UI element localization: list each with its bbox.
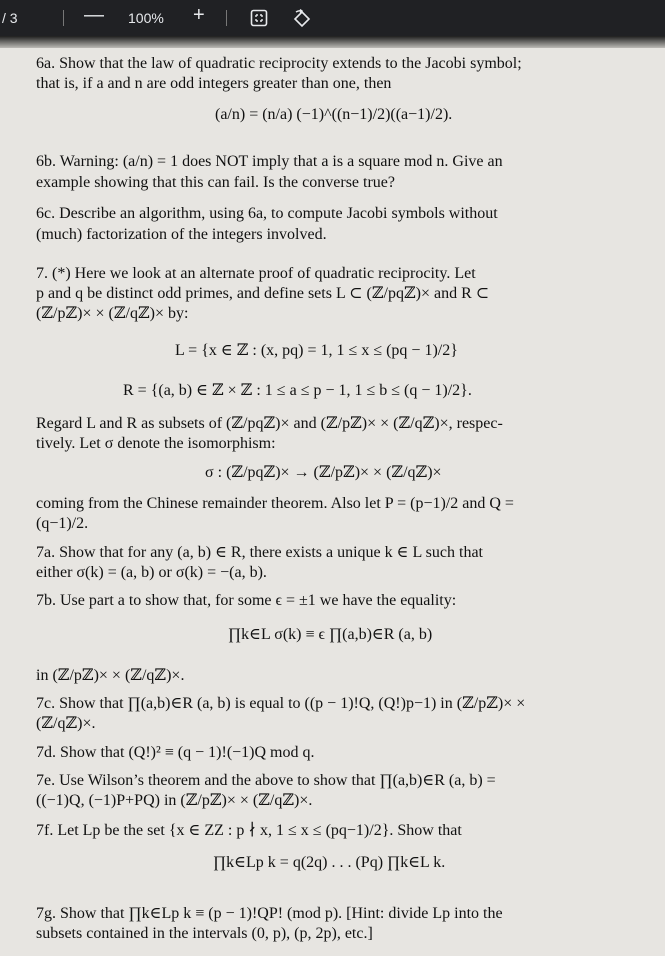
- page-indicator: / 3: [2, 10, 18, 26]
- text-line: 7b. Use part a to show that, for some ϵ = ±1 we have the equality:: [36, 592, 457, 609]
- text-line: tively. Let σ denote the isomorphism:: [36, 435, 276, 452]
- text-line: example showing that this can fail. Is the converse true?: [36, 174, 395, 191]
- text-line: either σ(k) = (a, b) or σ(k) = −(a, b).: [36, 564, 267, 581]
- text-line: 7a. Show that for any (a, b) ∈ R, there exists a unique k ∈ L such that: [36, 544, 483, 561]
- text-line: 7. (*) Here we look at an alternate proof of quadratic reciprocity. Let: [36, 265, 476, 282]
- text-line: p and q be distinct odd primes, and define sets L ⊂ (ℤ/pqℤ)× and R ⊂: [36, 285, 490, 302]
- text-line: ((−1)Q, (−1)P+PQ) in (ℤ/pℤ)× × (ℤ/qℤ)×.: [36, 792, 313, 809]
- text-line: 7d. Show that (Q!)² ≡ (q − 1)!(−1)Q mod q.: [36, 744, 315, 761]
- fit-page-icon[interactable]: [249, 8, 269, 32]
- text-line: subsets contained in the intervals (0, p), (p, 2p), etc.]: [36, 925, 373, 942]
- zoom-out-button[interactable]: —: [84, 4, 104, 26]
- equation-Lp-product: ∏k∈Lp k = q(2q) . . . (Pq) ∏k∈L k.: [213, 854, 446, 871]
- toolbar-divider: [226, 10, 227, 26]
- equation-set-R: R = {(a, b) ∈ ℤ × ℤ : 1 ≤ a ≤ p − 1, 1 ≤ b ≤ (q − 1)/2}.: [123, 382, 472, 399]
- text-line: 7c. Show that ∏(a,b)∈R (a, b) is equal to ((p − 1)!Q, (Q!)p−1) in (ℤ/pℤ)× ×: [36, 695, 526, 712]
- text-line: 7g. Show that ∏k∈Lp k ≡ (p − 1)!QP! (mod p). [Hint: divide Lp into the: [36, 905, 503, 922]
- text-line: (q−1)/2.: [36, 515, 89, 532]
- equation-product: ∏k∈L σ(k) ≡ ϵ ∏(a,b)∈R (a, b): [228, 626, 433, 643]
- toolbar-divider: [63, 10, 64, 26]
- text-line: 6b. Warning: (a/n) = 1 does NOT imply that a is a square mod n. Give an: [36, 153, 503, 170]
- pdf-toolbar: [0, 0, 665, 36]
- text-line: 7e. Use Wilson’s theorem and the above to show that ∏(a,b)∈R (a, b) =: [36, 772, 496, 789]
- pdf-page: [0, 46, 665, 956]
- rotate-icon[interactable]: [291, 8, 313, 34]
- text-line: that is, if a and n are odd integers greater than one, then: [36, 75, 392, 92]
- text-line: Regard L and R as subsets of (ℤ/pqℤ)× and (ℤ/pℤ)× × (ℤ/qℤ)×, respec-: [36, 415, 503, 432]
- text-line: coming from the Chinese remainder theorem. Also let P = (p−1)/2 and Q =: [36, 495, 514, 512]
- equation-set-L: L = {x ∈ ℤ : (x, pq) = 1, 1 ≤ x ≤ (pq − 1)/2}: [175, 342, 458, 359]
- text-line: 7f. Let Lp be the set {x ∈ ZZ : p ∤ x, 1 ≤ x ≤ (pq−1)/2}. Show that: [36, 822, 462, 839]
- equation-sigma: σ : (ℤ/pqℤ)× → (ℤ/pℤ)× × (ℤ/qℤ)×: [205, 464, 442, 481]
- text-line: (ℤ/pℤ)× × (ℤ/qℤ)× by:: [36, 305, 189, 322]
- zoom-in-button[interactable]: +: [193, 4, 205, 26]
- text-line: 6a. Show that the law of quadratic reciprocity extends to the Jacobi symbol;: [36, 55, 522, 72]
- text-line: in (ℤ/pℤ)× × (ℤ/qℤ)×.: [36, 667, 185, 684]
- zoom-level[interactable]: 100%: [128, 10, 164, 26]
- text-line: 6c. Describe an algorithm, using 6a, to compute Jacobi symbols without: [36, 205, 498, 222]
- text-line: (much) factorization of the integers involved.: [36, 226, 327, 243]
- text-line: (ℤ/qℤ)×.: [36, 715, 96, 732]
- equation-reciprocity: (a/n) = (n/a) (−1)^((n−1)/2)((a−1)/2).: [215, 106, 453, 123]
